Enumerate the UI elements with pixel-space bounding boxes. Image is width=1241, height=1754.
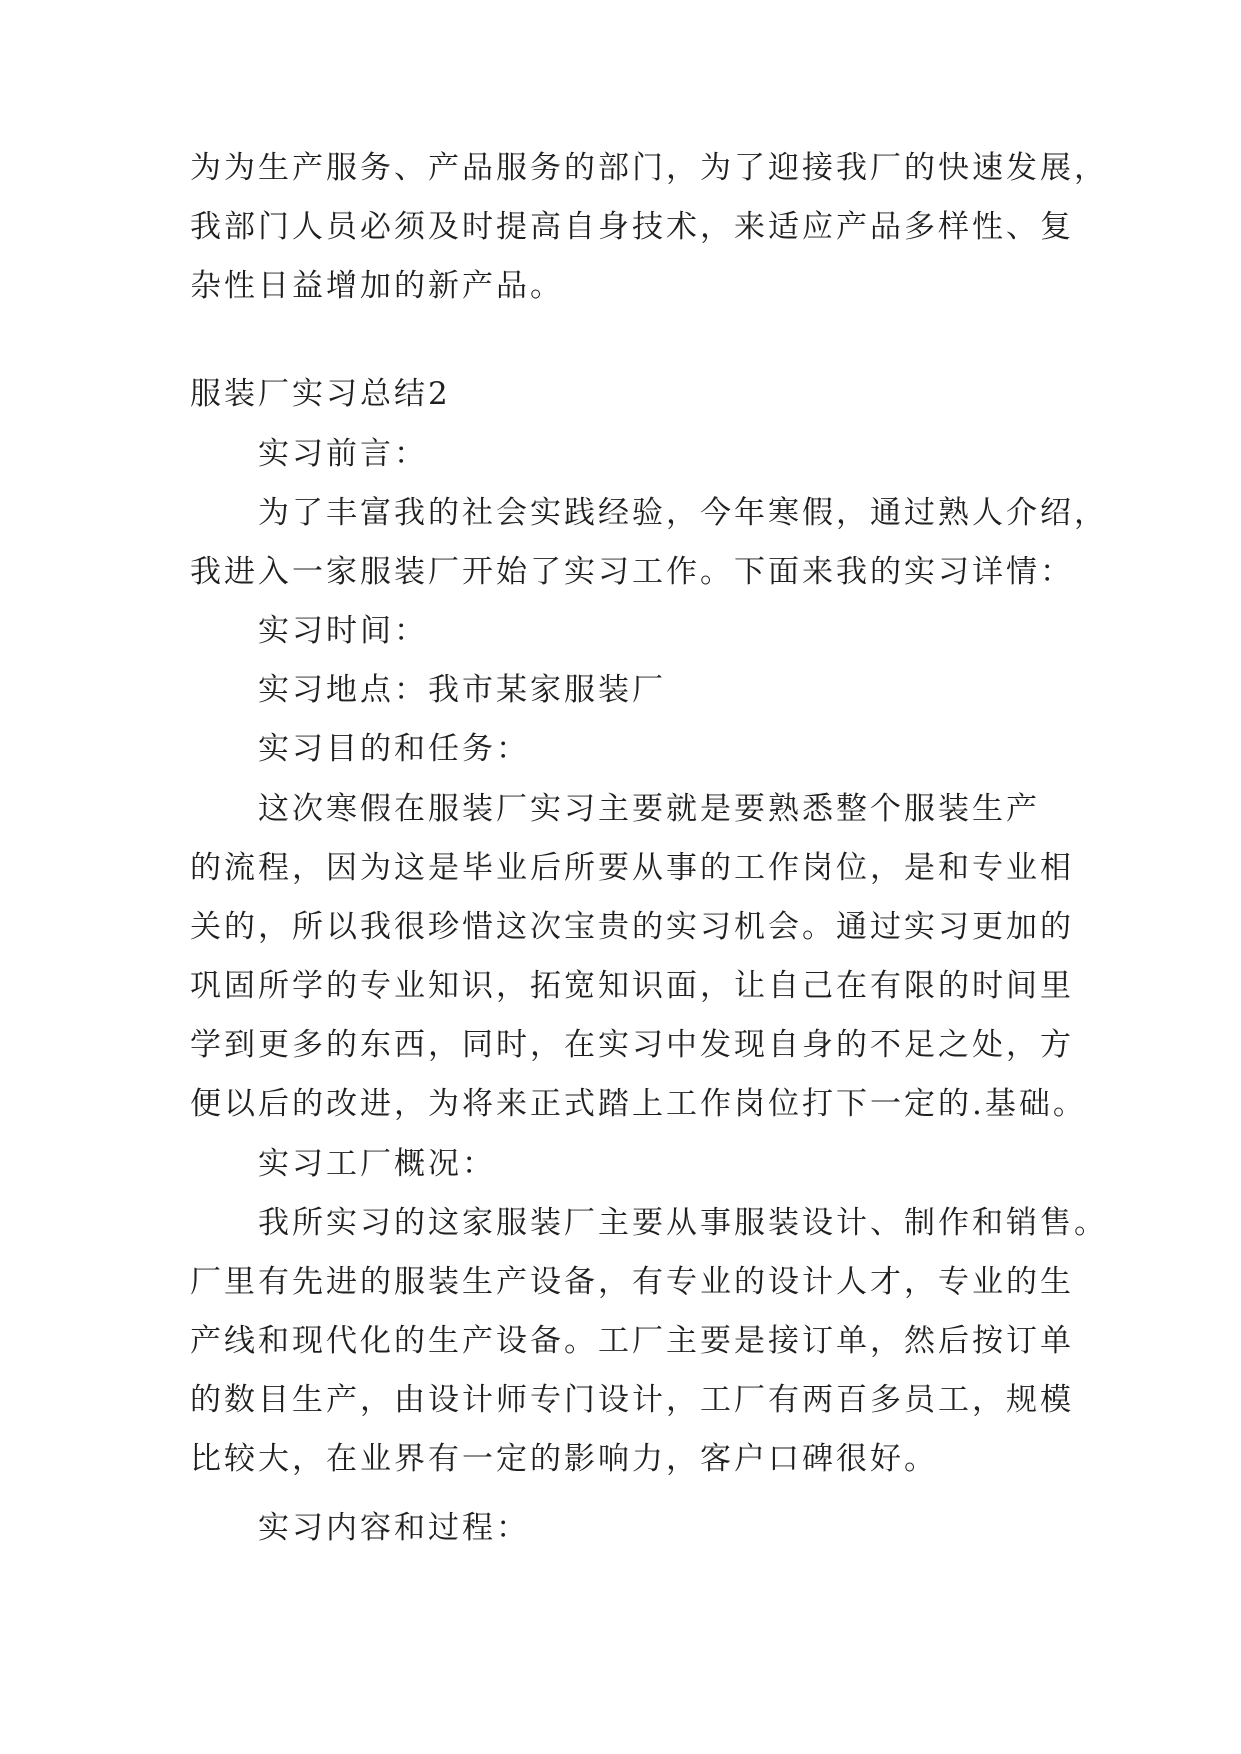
section-title: 服装厂实习总结2 — [190, 376, 451, 412]
subheading: 实习前言： — [258, 436, 428, 472]
paragraph-line: 关的，所以我很珍惜这次宝贵的实习机会。通过实习更加的 — [190, 909, 1074, 945]
paragraph-line: 便以后的改进，为将来正式踏上工作岗位打下一定的.基础。 — [190, 1086, 1087, 1122]
paragraph-line: 产线和现代化的生产设备。工厂主要是接订单，然后按订单 — [190, 1323, 1074, 1359]
paragraph-line: 这次寒假在服装厂实习主要就是要熟悉整个服装生产 — [258, 791, 1040, 827]
paragraph-line: 为了丰富我的社会实践经验，今年寒假，通过熟人介绍， — [258, 495, 1108, 531]
paragraph-line: 比较大，在业界有一定的影响力，客户口碑很好。 — [190, 1441, 938, 1477]
paragraph-line: 杂性日益增加的新产品。 — [190, 268, 564, 304]
paragraph-line: 学到更多的东西，同时，在实习中发现自身的不足之处，方 — [190, 1027, 1074, 1063]
paragraph-line: 我部门人员必须及时提高自身技术，来适应产品多样性、复 — [190, 209, 1074, 245]
subheading: 实习地点：我市某家服装厂 — [258, 672, 666, 708]
subheading: 实习工厂概况： — [258, 1146, 496, 1182]
subheading: 实习目的和任务： — [258, 731, 530, 767]
subheading: 实习时间： — [258, 613, 428, 649]
paragraph-line: 巩固所学的专业知识，拓宽知识面，让自己在有限的时间里 — [190, 968, 1074, 1004]
paragraph-line: 的流程，因为这是毕业后所要从事的工作岗位，是和专业相 — [190, 850, 1074, 886]
paragraph-line: 为为生产服务、产品服务的部门，为了迎接我厂的快速发展， — [190, 150, 1108, 186]
paragraph-line: 我所实习的这家服装厂主要从事服装设计、制作和销售。 — [258, 1205, 1108, 1241]
subheading: 实习内容和过程： — [258, 1510, 530, 1546]
paragraph-line: 我进入一家服装厂开始了实习工作。下面来我的实习详情： — [190, 554, 1074, 590]
paragraph-line: 的数目生产，由设计师专门设计，工厂有两百多员工，规模 — [190, 1382, 1074, 1418]
paragraph-line: 厂里有先进的服装生产设备，有专业的设计人才，专业的生 — [190, 1264, 1074, 1300]
